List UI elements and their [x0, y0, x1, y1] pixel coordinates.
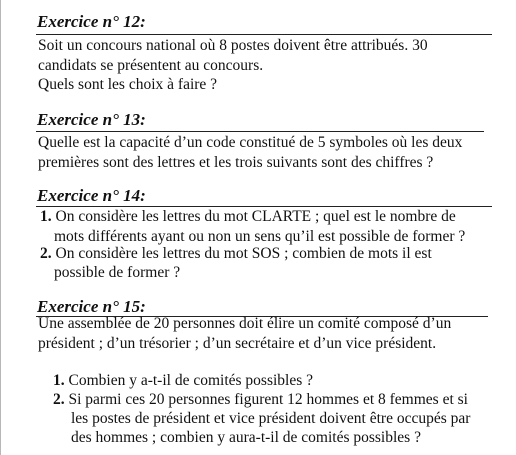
- exercise-12-line-2: candidats se présentent au concours.: [38, 56, 264, 74]
- exercise-14-item-2-number: 2.: [40, 245, 52, 262]
- exercise-12-rule: [36, 34, 492, 35]
- exercise-13-title: Exercice n° 13:: [37, 110, 146, 129]
- exercise-13-line-2: premières sont des lettres et les trois suivants sont des chiffres ?: [38, 153, 434, 171]
- exercise-14-item-1: [40, 207, 456, 227]
- exercise-15-item-1-line-1: Combien y a-t-il de comités possibles ?: [68, 372, 314, 389]
- exercise-15-item-1: [53, 371, 313, 391]
- page-border: [0, 0, 1, 455]
- exercise-12-text: [38, 36, 428, 95]
- exercise-15-item-2-number: 2.: [53, 391, 65, 408]
- exercise-15-item-2-line-1: Si parmi ces 20 personnes figurent 12 hommes et 8 femmes et si: [68, 391, 468, 408]
- exercise-14-item-1-cont: mots différents ayant ou non un sens qu’il est possible de former ?: [54, 228, 466, 245]
- exercise-12-line-3: Quels sont les choix à faire ?: [38, 76, 218, 93]
- exercise-14-item-1-line-1: On considère les lettres du mot CLARTE ; quel est le nombre de: [55, 208, 456, 225]
- exercise-15-item-2-cont-1: les postes de président et vice président doivent être occupés par: [71, 410, 471, 427]
- exercise-14-item-2-cont: possible de former ?: [54, 264, 181, 281]
- exercise-14-item-2-line-1: On considère les lettres du mot SOS ; combien de mots il est: [55, 245, 432, 262]
- exercise-14-title: Exercice n° 14:: [37, 186, 146, 205]
- exercise-12-title: Exercice n° 12:: [37, 12, 146, 31]
- exercise-13-line-1: Quelle est la capacité d’un code constitué de 5 symboles où les deux: [38, 134, 463, 151]
- exercise-13-rule: [36, 131, 484, 132]
- exercise-14-item-2: [40, 244, 432, 264]
- exercise-15-item-2: [53, 390, 468, 410]
- exercise-15-text: [38, 314, 451, 353]
- exercise-12-line-1: Soit un concours national où 8 postes doivent être attribués. 30: [38, 37, 428, 54]
- exercise-15-title: Exercice n° 15:: [37, 297, 146, 316]
- exercise-15-item-2-cont-2: des hommes ; combien y aura-t-il de comités possibles ?: [71, 429, 421, 446]
- exercise-13-text: [38, 133, 462, 172]
- exercise-14-item-1-number: 1.: [40, 208, 52, 225]
- exercise-15-item-1-number: 1.: [53, 372, 65, 389]
- exercise-15-line-1: Une assemblée de 20 personnes doit élire un comité composé d’un: [38, 315, 452, 332]
- exercise-15-line-2: président ; d’un trésorier ; d’un secrétaire et d’un vice président.: [38, 334, 437, 352]
